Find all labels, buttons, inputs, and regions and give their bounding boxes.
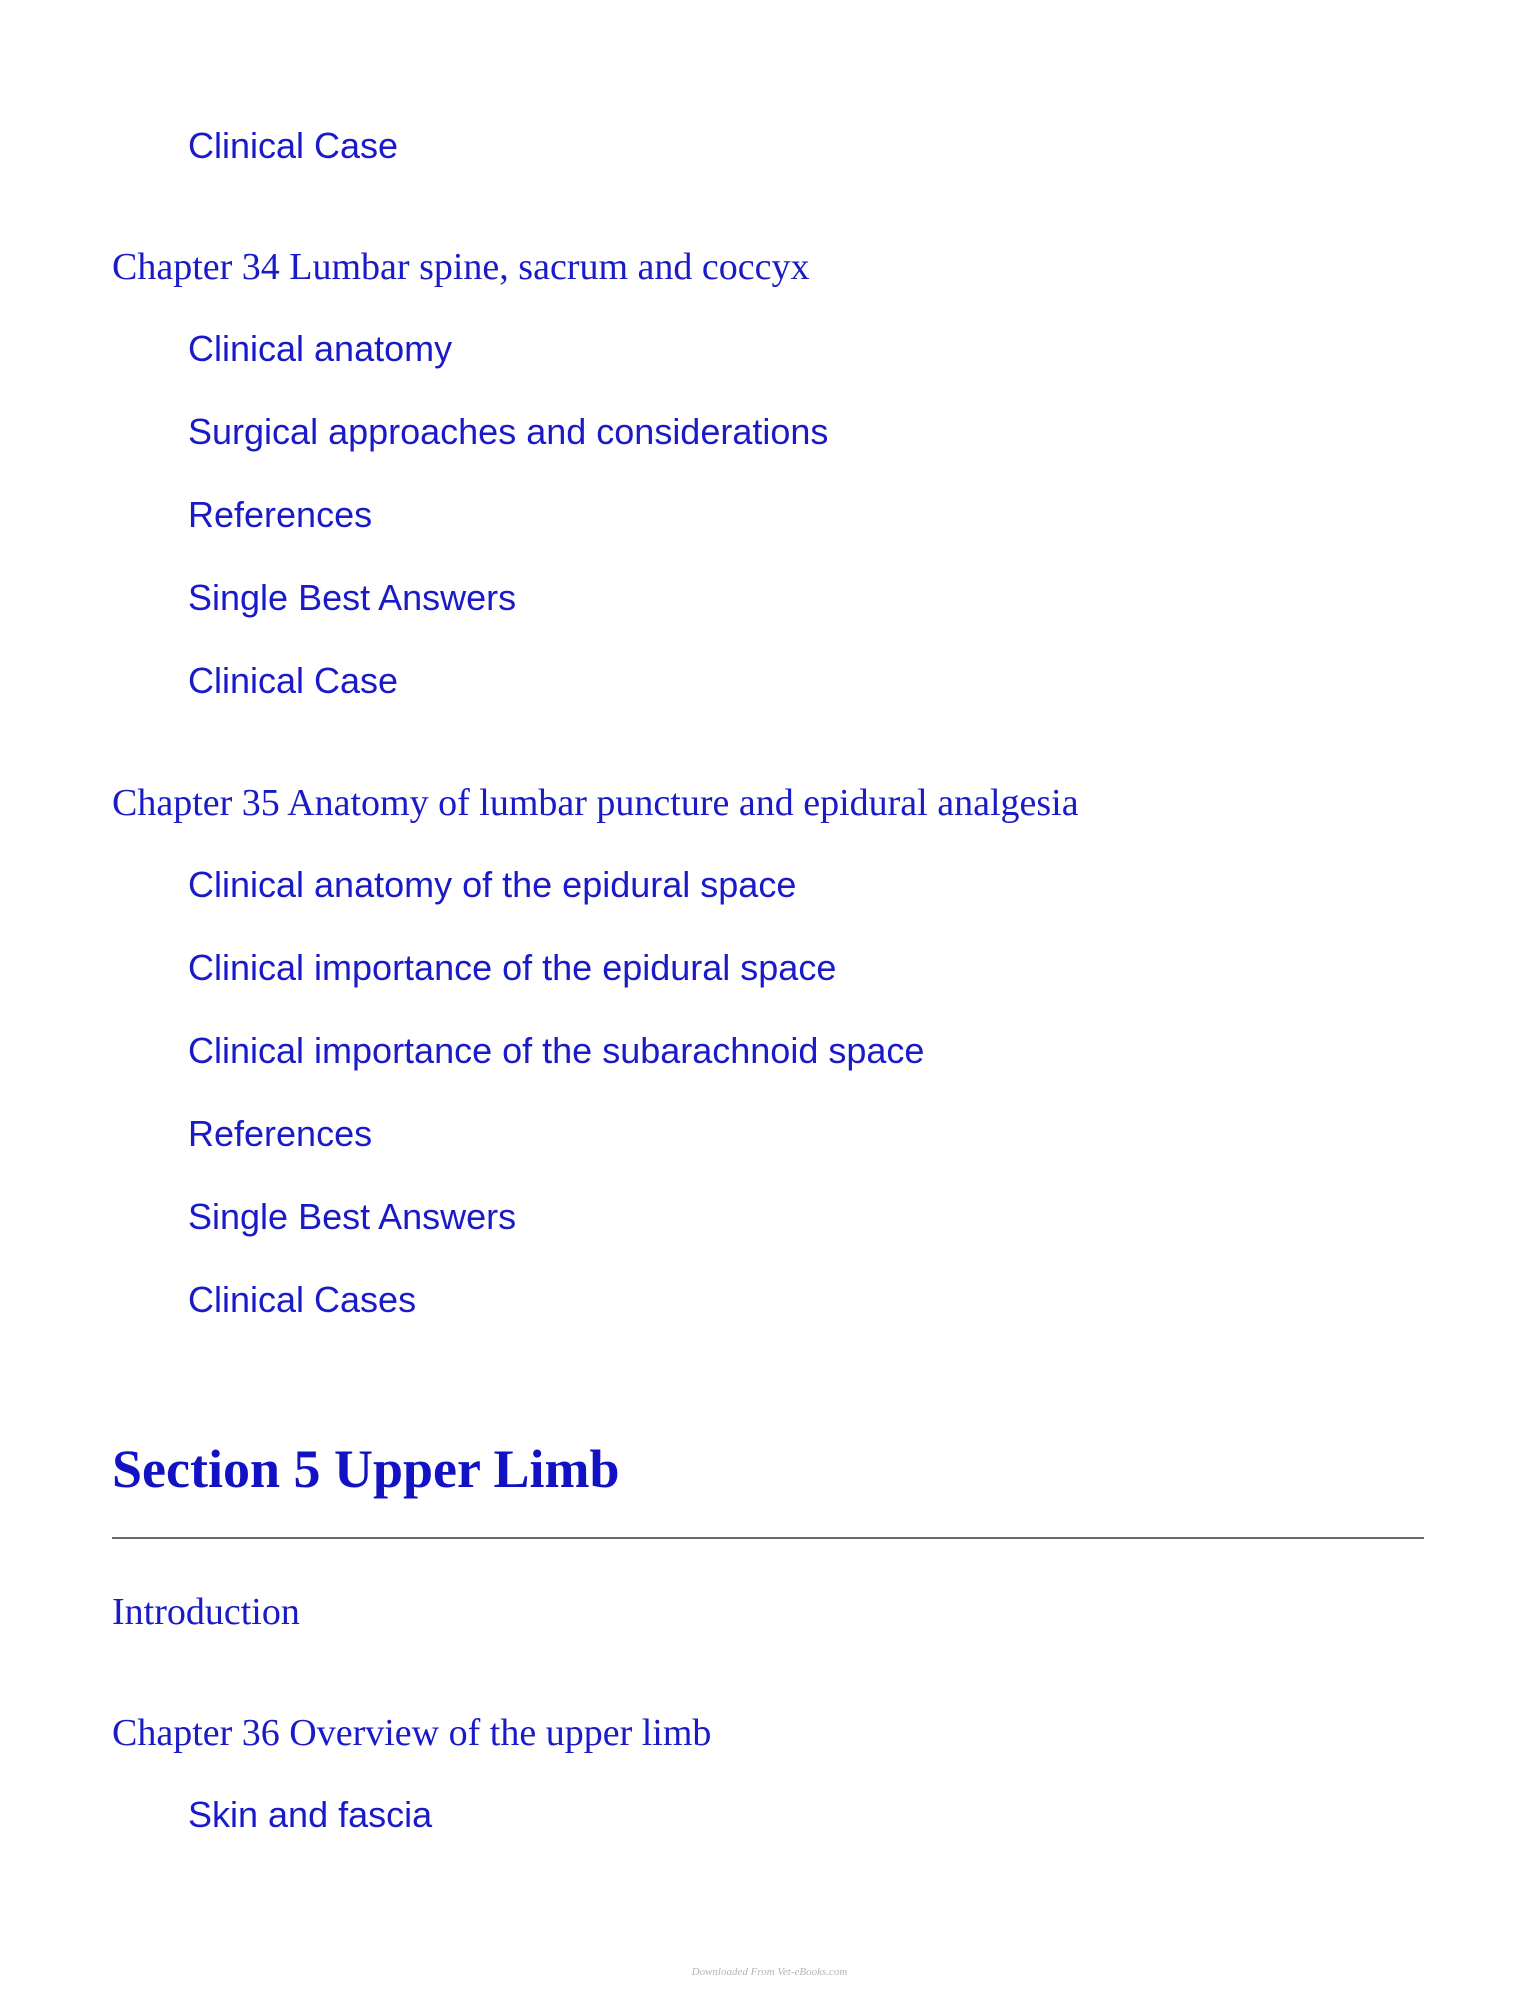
toc-item-clinical-case[interactable]: Clinical Case (188, 125, 399, 166)
toc-item-clinical-case[interactable]: Clinical Case (188, 660, 399, 701)
footer-download-note: Downloaded From Vet-eBooks.com (691, 1966, 848, 1978)
toc-item-clinical-anatomy[interactable]: Clinical anatomy (188, 328, 453, 369)
toc-item-single-best-answers[interactable]: Single Best Answers (188, 577, 517, 618)
toc-chapter-35[interactable]: Chapter 35 Anatomy of lumbar puncture and epidural analgesia (112, 782, 1079, 824)
section-divider (112, 1537, 1424, 1539)
toc-item-epidural-anatomy[interactable]: Clinical anatomy of the epidural space (188, 864, 797, 905)
section-5-title[interactable]: Section 5 Upper Limb (112, 1439, 620, 1499)
toc-item-references[interactable]: References (188, 1113, 373, 1154)
toc-item-subarachnoid-importance[interactable]: Clinical importance of the subarachnoid space (188, 1030, 925, 1071)
toc-item-surgical-approaches[interactable]: Surgical approaches and considerations (188, 411, 829, 452)
toc-item-skin-and-fascia[interactable]: Skin and fascia (188, 1794, 433, 1835)
toc-introduction[interactable]: Introduction (112, 1591, 300, 1633)
toc-chapter-36[interactable]: Chapter 36 Overview of the upper limb (112, 1712, 712, 1754)
toc-item-references[interactable]: References (188, 494, 373, 535)
toc-item-epidural-importance[interactable]: Clinical importance of the epidural space (188, 947, 837, 988)
toc-item-clinical-cases[interactable]: Clinical Cases (188, 1279, 417, 1320)
toc-item-single-best-answers[interactable]: Single Best Answers (188, 1196, 517, 1237)
toc-chapter-34[interactable]: Chapter 34 Lumbar spine, sacrum and coccyx (112, 246, 810, 288)
